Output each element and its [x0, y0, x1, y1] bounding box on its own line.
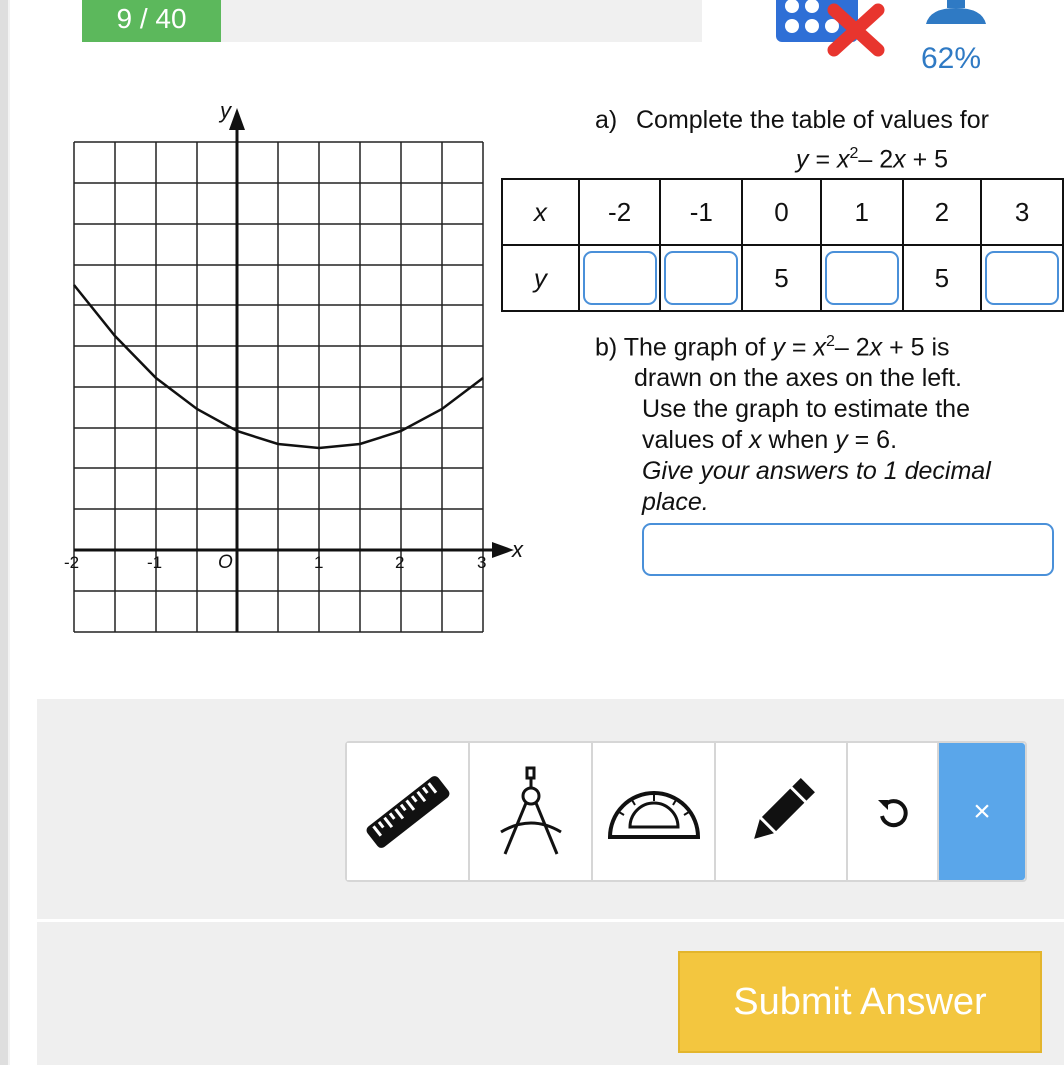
table-cell-x: -1: [660, 179, 742, 245]
compass-icon: [491, 762, 571, 862]
submit-answer-button[interactable]: Submit Answer: [678, 951, 1042, 1053]
y-answer-input-1[interactable]: [825, 251, 899, 305]
undo-button[interactable]: [848, 743, 939, 880]
table-cell-x: -2: [579, 179, 661, 245]
question-b-line4: values of x when y = 6.: [642, 426, 898, 455]
protractor-icon: [604, 777, 704, 847]
question-a-equation: $y = x^2-$ 2x + 5: [796, 145, 949, 174]
table-cell-y: [981, 245, 1063, 311]
svg-text:-1: -1: [147, 553, 163, 572]
table-cell-y: [660, 245, 742, 311]
table-cell-y: 5: [903, 245, 982, 311]
ruler-tool-button[interactable]: [347, 743, 470, 880]
svg-text:x: x: [512, 537, 523, 562]
protractor-tool-button[interactable]: [593, 743, 716, 880]
question-b-answer-input[interactable]: [642, 523, 1054, 576]
question-a: [595, 103, 989, 137]
table-cell-x: 0: [742, 179, 821, 245]
geometry-toolbar: [345, 741, 1027, 882]
y-answer-input-minus2[interactable]: [583, 251, 657, 305]
y-answer-input-3[interactable]: [985, 251, 1059, 305]
svg-text:y: y: [220, 98, 231, 123]
close-icon: ×: [973, 794, 991, 828]
question-b-line3: Use the graph to estimate the: [642, 395, 970, 424]
compass-tool-button[interactable]: [470, 743, 593, 880]
score-percent: 62%: [921, 42, 982, 75]
close-toolbar-button[interactable]: [939, 743, 1025, 880]
ruler-icon: [358, 762, 458, 862]
pencil-tool-button[interactable]: [716, 743, 848, 880]
table-cell-x: 1: [821, 179, 903, 245]
question-b-line2: drawn on the axes on the left.: [634, 364, 962, 393]
y-answer-input-minus1[interactable]: [664, 251, 738, 305]
table-header-x: x: [502, 179, 579, 245]
progress-badge: 9 / 40: [82, 0, 221, 42]
parabola-graph: [0, 90, 540, 650]
table-cell-y: 5: [742, 245, 821, 311]
question-b: [595, 326, 1055, 518]
table-cell-y: [579, 245, 661, 311]
svg-text:O: O: [218, 552, 233, 573]
question-b-line1: b) The graph of $y = x^2-$ 2x + 5 is: [595, 333, 950, 362]
dice-wrong-icon: [776, 0, 886, 60]
svg-text:-2: -2: [64, 553, 80, 572]
person-icon: [920, 0, 992, 28]
question-b-instruction: Give your answers to 1 decimal: [642, 457, 991, 486]
question-b-instruction-2: place.: [642, 488, 709, 517]
table-cell-x: 2: [903, 179, 982, 245]
table-cell-y: [821, 245, 903, 311]
question-a-label: a): [595, 106, 618, 134]
svg-text:3: 3: [477, 553, 487, 572]
question-a-text: Complete the table of values for: [636, 106, 989, 134]
table-row-x: [502, 179, 1063, 245]
table-cell-x: 3: [981, 179, 1063, 245]
table-row-y: [502, 245, 1063, 311]
pencil-icon: [741, 772, 821, 852]
svg-text:2: 2: [395, 553, 405, 572]
svg-text:1: 1: [314, 553, 324, 572]
undo-icon: [875, 794, 911, 830]
values-table: [501, 178, 1064, 312]
table-header-y: y: [502, 245, 579, 311]
